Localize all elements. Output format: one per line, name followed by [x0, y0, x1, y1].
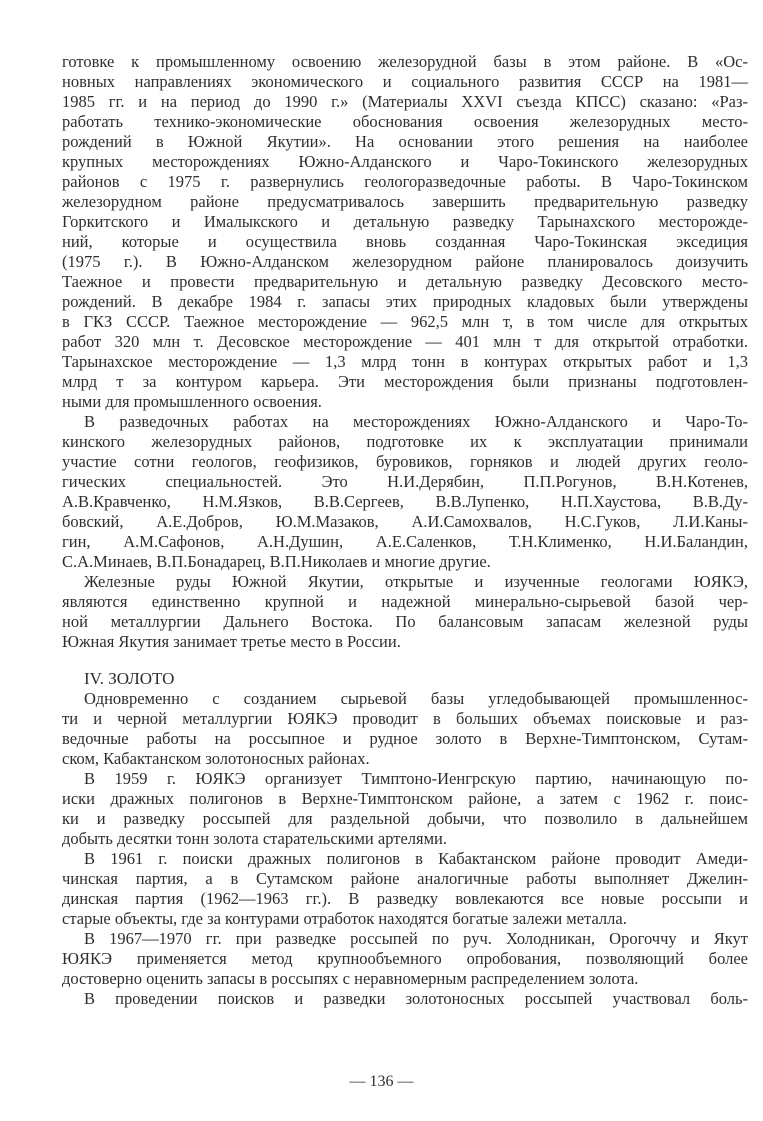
- text-line: В 1961 г. поиски дражных полигонов в Кабактанском районе проводит Амеди-: [84, 849, 748, 868]
- paragraph: [62, 572, 748, 652]
- text-line: иски дражных полигонов в Верхне-Тимптонском районе, а затем с 1962 г. поис-: [62, 789, 748, 808]
- text-line: рождений в Южной Якутии». На основании этого решения на наиболее: [62, 132, 748, 151]
- text-line: (1975 г.). В Южно-Алданском железорудном районе планировалось доизучить: [62, 252, 748, 271]
- text-line: гин, А.М.Сафонов, А.Н.Душин, А.Е.Саленков, Т.Н.Клименко, Н.И.Баландин,: [62, 532, 748, 551]
- page-number: — 136 —: [349, 1073, 414, 1090]
- text-line: В 1967—1970 гг. при разведке россыпей по руч. Холодникан, Орогоччу и Якут: [84, 929, 748, 948]
- page-body: [62, 52, 748, 1009]
- text-line: старые объекты, где за контурами отработок находятся богатые залежи металла.: [62, 909, 627, 928]
- text-line: ной металлургии Дальнего Востока. По балансовым запасам железной руды: [62, 612, 748, 631]
- text-line: бовский, А.Е.Добров, Ю.М.Мазаков, А.И.Самохвалов, Н.С.Гуков, Л.И.Каны-: [62, 512, 748, 531]
- text-line: районов с 1975 г. развернулись геологоразведочные работы. В Чаро-Токинском: [62, 172, 748, 191]
- text-line: Железные руды Южной Якутии, открытые и изученные геологами ЮЯКЭ,: [84, 572, 748, 591]
- paragraph: [62, 412, 748, 572]
- paragraph: [62, 52, 748, 412]
- text-line: Таежное и провести предварительную и детальную разведку Десовского место-: [62, 272, 748, 291]
- paragraph: [62, 769, 748, 849]
- text-line: железорудном районе предусматривалось завершить предварительную разведку: [62, 192, 748, 211]
- text-line: ском, Кабактанском золотоносных районах.: [62, 749, 370, 768]
- text-line: в ГКЗ СССР. Таежное месторождение — 962,5 млн т, в том числе для открытых: [62, 312, 748, 331]
- text-line: ЮЯКЭ применяется метод крупнообъемного опробования, позволяющий более: [62, 949, 748, 968]
- text-line: млрд т за контуром карьера. Эти месторождения были признаны подготовлен-: [62, 372, 748, 391]
- text-line: рождений. В декабре 1984 г. запасы этих природных кладовых были утверждены: [62, 292, 748, 311]
- text-line: ти и черной металлургии ЮЯКЭ проводит в больших объемах поисковые и раз-: [62, 709, 748, 728]
- paragraph: [62, 849, 748, 929]
- text-line: крупных месторождениях Южно-Алданского и Чаро-Токинского железорудных: [62, 152, 748, 171]
- text-line: динская партия (1962—1963 гг.). В разведку вовлекаются все новые россыпи и: [62, 889, 748, 908]
- paragraph: [62, 689, 748, 769]
- paragraph: [62, 989, 748, 1009]
- text-line: участие сотни геологов, геофизиков, буровиков, горняков и людей других геоло-: [62, 452, 748, 471]
- paragraph: [62, 929, 748, 989]
- text-line: работ 320 млн т. Десовское месторождение — 401 млн т для открытой отработки.: [62, 332, 748, 351]
- text-line: добыть десятки тонн золота старательскими артелями.: [62, 829, 447, 848]
- text-line: А.В.Кравченко, Н.М.Язков, В.В.Сергеев, В.В.Лупенко, Н.П.Хаустова, В.В.Ду-: [62, 492, 748, 511]
- text-line: Южная Якутия занимает третье место в России.: [62, 632, 401, 651]
- text-line: работать технико-экономические обоснования освоения железорудных место-: [62, 112, 748, 131]
- text-line: чинская партия, а в Сутамском районе аналогичные работы выполняет Джелин-: [62, 869, 748, 888]
- text-line: ными для промышленного освоения.: [62, 392, 322, 411]
- text-line: 1985 гг. и на период до 1990 г.» (Материалы XXVI съезда КПСС) сказано: «Раз-: [62, 92, 748, 111]
- text-line: Одновременно с созданием сырьевой базы угледобывающей промышленнос-: [84, 689, 748, 708]
- text-line: достоверно оценить запасы в россыпях с неравномерным распределением золота.: [62, 969, 639, 988]
- text-line: В 1959 г. ЮЯКЭ организует Тимптоно-Иенгрскую партию, начинающую по-: [84, 769, 748, 788]
- text-line: Горкитского и Ималыкского и детальную разведку Тарынахского месторожде-: [62, 212, 748, 231]
- text-line: Тарынахское месторождение — 1,3 млрд тонн в контурах открытых работ и 1,3: [62, 352, 748, 371]
- text-line: В проведении поисков и разведки золотоносных россыпей участвовал боль-: [84, 989, 748, 1008]
- text-line: новных направлениях экономического и социального развития СССР на 1981—: [62, 72, 748, 91]
- text-line: ведочные работы на россыпное и рудное золото в Верхне-Тимптонском, Сутам-: [62, 729, 748, 748]
- text-line: ний, которые и осуществила вновь созданная Чаро-Токинская экседиция: [62, 232, 748, 251]
- text-line: В разведочных работах на месторождениях Южно-Алданского и Чаро-То-: [84, 412, 748, 431]
- text-line: ки и разведку россыпей для раздельной добычи, что позволило в дальнейшем: [62, 809, 748, 828]
- text-line: гических специальностей. Это Н.И.Дерябин, П.П.Рогунов, В.Н.Котенев,: [62, 472, 748, 491]
- section-heading: IV. ЗОЛОТО: [84, 669, 175, 688]
- text-line: С.А.Минаев, В.П.Бонадарец, В.П.Николаев и многие другие.: [62, 552, 491, 571]
- text-line: являются единственно крупной и надежной минерально-сырьевой базой чер-: [62, 592, 748, 611]
- text-line: готовке к промышленному освоению железорудной базы в этом районе. В «Ос-: [62, 52, 748, 71]
- text-line: кинского железорудных районов, подготовке их к эксплуатации принимали: [62, 432, 748, 451]
